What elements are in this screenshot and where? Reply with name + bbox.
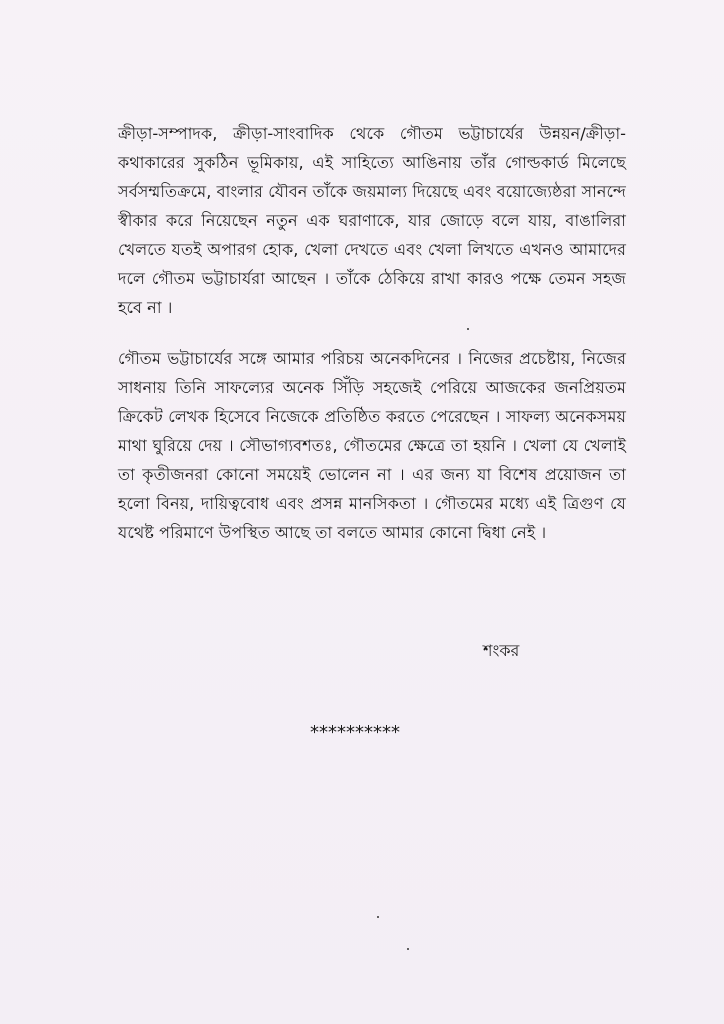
paragraph-1: ক্রীড়া-সম্পাদক, ক্রীড়া-সাংবাদিক থেকে গৌতম ভট্টাচার্যের উন্নয়ন/ক্রীড়া-কথাকারের সুকঠিন ভূমিকায়, এই সাহিত্যে আঙিনায় তাঁর গোল্ডকার্ড মিলেছে সর্বসম্মতিক্রমে, বাংলার যৌবন তাঁকে জয়মাল্য দিয়েছে এবং বয়োজ্যেষ্ঠরা সানন্দে স্বীকার করে নিয়েছেন নতুন এক ঘরাণাকে, যার জোড়ে বলে যায়, বাঙালিরা খেলতে যতই অপারগ হোক, খেলা দেখতে এবং খেলা লিখতে এখনও আমাদের দলে গৌতম ভট্টাচার্যরা আছেন । তাঁকে ঠেকিয়ে রাখা কারও পক্ষে তেমন সহজ হবে না ।: [118, 124, 626, 317]
paragraph-2: গৌতম ভট্টাচার্যের সঙ্গে আমার পরিচয় অনেকদিনের । নিজের প্রচেষ্টায়, নিজের সাধনায় তিনি সাফল্যের অনেক সিঁড়ি সহজেই পেরিয়ে আজকের জনপ্রিয়তম ক্রিকেট লেখক হিসেবে নিজেকে প্রতিষ্ঠিত করতে পেরেছেন । সাফল্য অনেকসময় মাথা ঘুরিয়ে দেয় । সৌভাগ্যবশতঃ, গৌতমের ক্ষেত্রে তা হয়নি । খেলা যে খেলাই তা কৃতীজনরা কোনো সময়েই ভোলেন না । এর জন্য যা বিশেষ প্রয়োজন তা হলো বিনয়, দায়িত্ববোধ এবং প্রসন্ন মানসিকতা । গৌতমের মধ্যে এই ত্রিগুণ যে যথেষ্ট পরিমাণে উপস্থিত আছে তা বলতে আমার কোনো দ্বিধা নেই ।: [118, 349, 626, 542]
ink-speck: [377, 916, 379, 918]
separator-stars: **********: [310, 722, 400, 743]
ink-speck: [407, 948, 409, 950]
ink-speck: [467, 328, 469, 330]
author-signature: শংকর: [483, 641, 520, 660]
